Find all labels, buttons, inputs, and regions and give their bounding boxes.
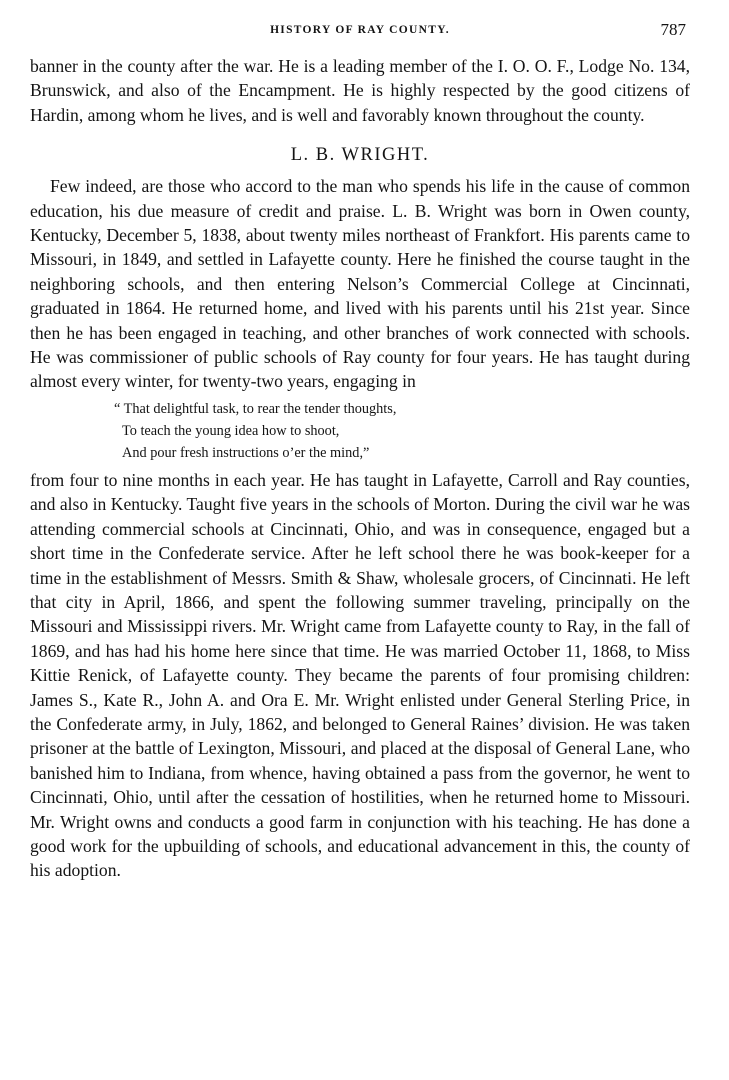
verse-quotation [30,398,690,464]
biography-paragraph-2: from four to nine months in each year. He has taught in Lafayette, Carroll and Ray counties, and also in Kentucky. Taught five years in the schools of Morton. During the civil war he was attending commercial schools at Cincinnati, Ohio, and was in consequence, engaged but a short time in the Confederate service. After he left school there he was book-keeper for a time in the establishment of Messrs. Smith & Shaw, wholesale grocers, of Cincinnati. He left that city in April, 1866, and spent the following summer traveling, principally on the Missouri and Mississippi rivers. Mr. Wright came from Lafayette county to Ray, in the fall of 1869, and has had his home here since that time. He was married October 11, 1868, to Miss Kittie Renick, of Lafayette county. They became the parents of four promising children: James S., Kate R., John A. and Ora E. Mr. Wright enlisted under General Sterling Price, in the Confederate army, in July, 1862, and belonged to General Raines’ division. He was taken prisoner at the battle of Lexington, Missouri, and placed at the disposal of General Lane, who banished him to Indiana, from whence, having obtained a pass from the governor, he went to Cincinnati, Ohio, until after the cessation of hostilities, when he returned home to Missouri. Mr. Wright owns and conducts a good farm in conjunction with his teaching. He has done a good work for the upbuilding of schools, and educational advancement in this, the county of his adoption. [30,469,690,881]
section-heading: L. B. WRIGHT. [290,145,430,166]
verse-line: And pour fresh instructions o’er the mind,” [122,444,370,461]
book-page [30,18,690,883]
intro-paragraph: banner in the county after the war. He is a leading member of the I. O. O. F., Lodge No. 134, Brunswick, and also of the Encampment. He is highly respected by the good citizens of Hardin, among whom he lives, and is well and favorably known throughout the county. [30,56,690,125]
verse-line: “ That delightful task, to rear the tender thoughts, [114,400,397,417]
verse-line: To teach the young idea how to shoot, [122,422,340,439]
running-header [30,18,690,44]
page-number: 787 [660,20,686,39]
biography-paragraph-1: Few indeed, are those who accord to the man who spends his life in the cause of common education, his due measure of credit and praise. L. B. Wright was born in Owen county, Kentucky, December 5, 1838, about twenty miles northeast of Frankfort. His parents came to Missouri, in 1849, and settled in Lafayette county. Here he finished the course taught in the neighboring schools, and then entering Nelson’s Commercial College at Cincinnati, graduated in 1864. He returned home, and lived with his parents until his 21st year. Since then he has been engaged in teaching, and other branches of work connected with schools. He was commissioner of public schools of Ray county for four years. He has taught during almost every winter, for twenty-two years, engaging in [30,176,690,392]
running-title: HISTORY OF RAY COUNTY. [270,24,450,36]
